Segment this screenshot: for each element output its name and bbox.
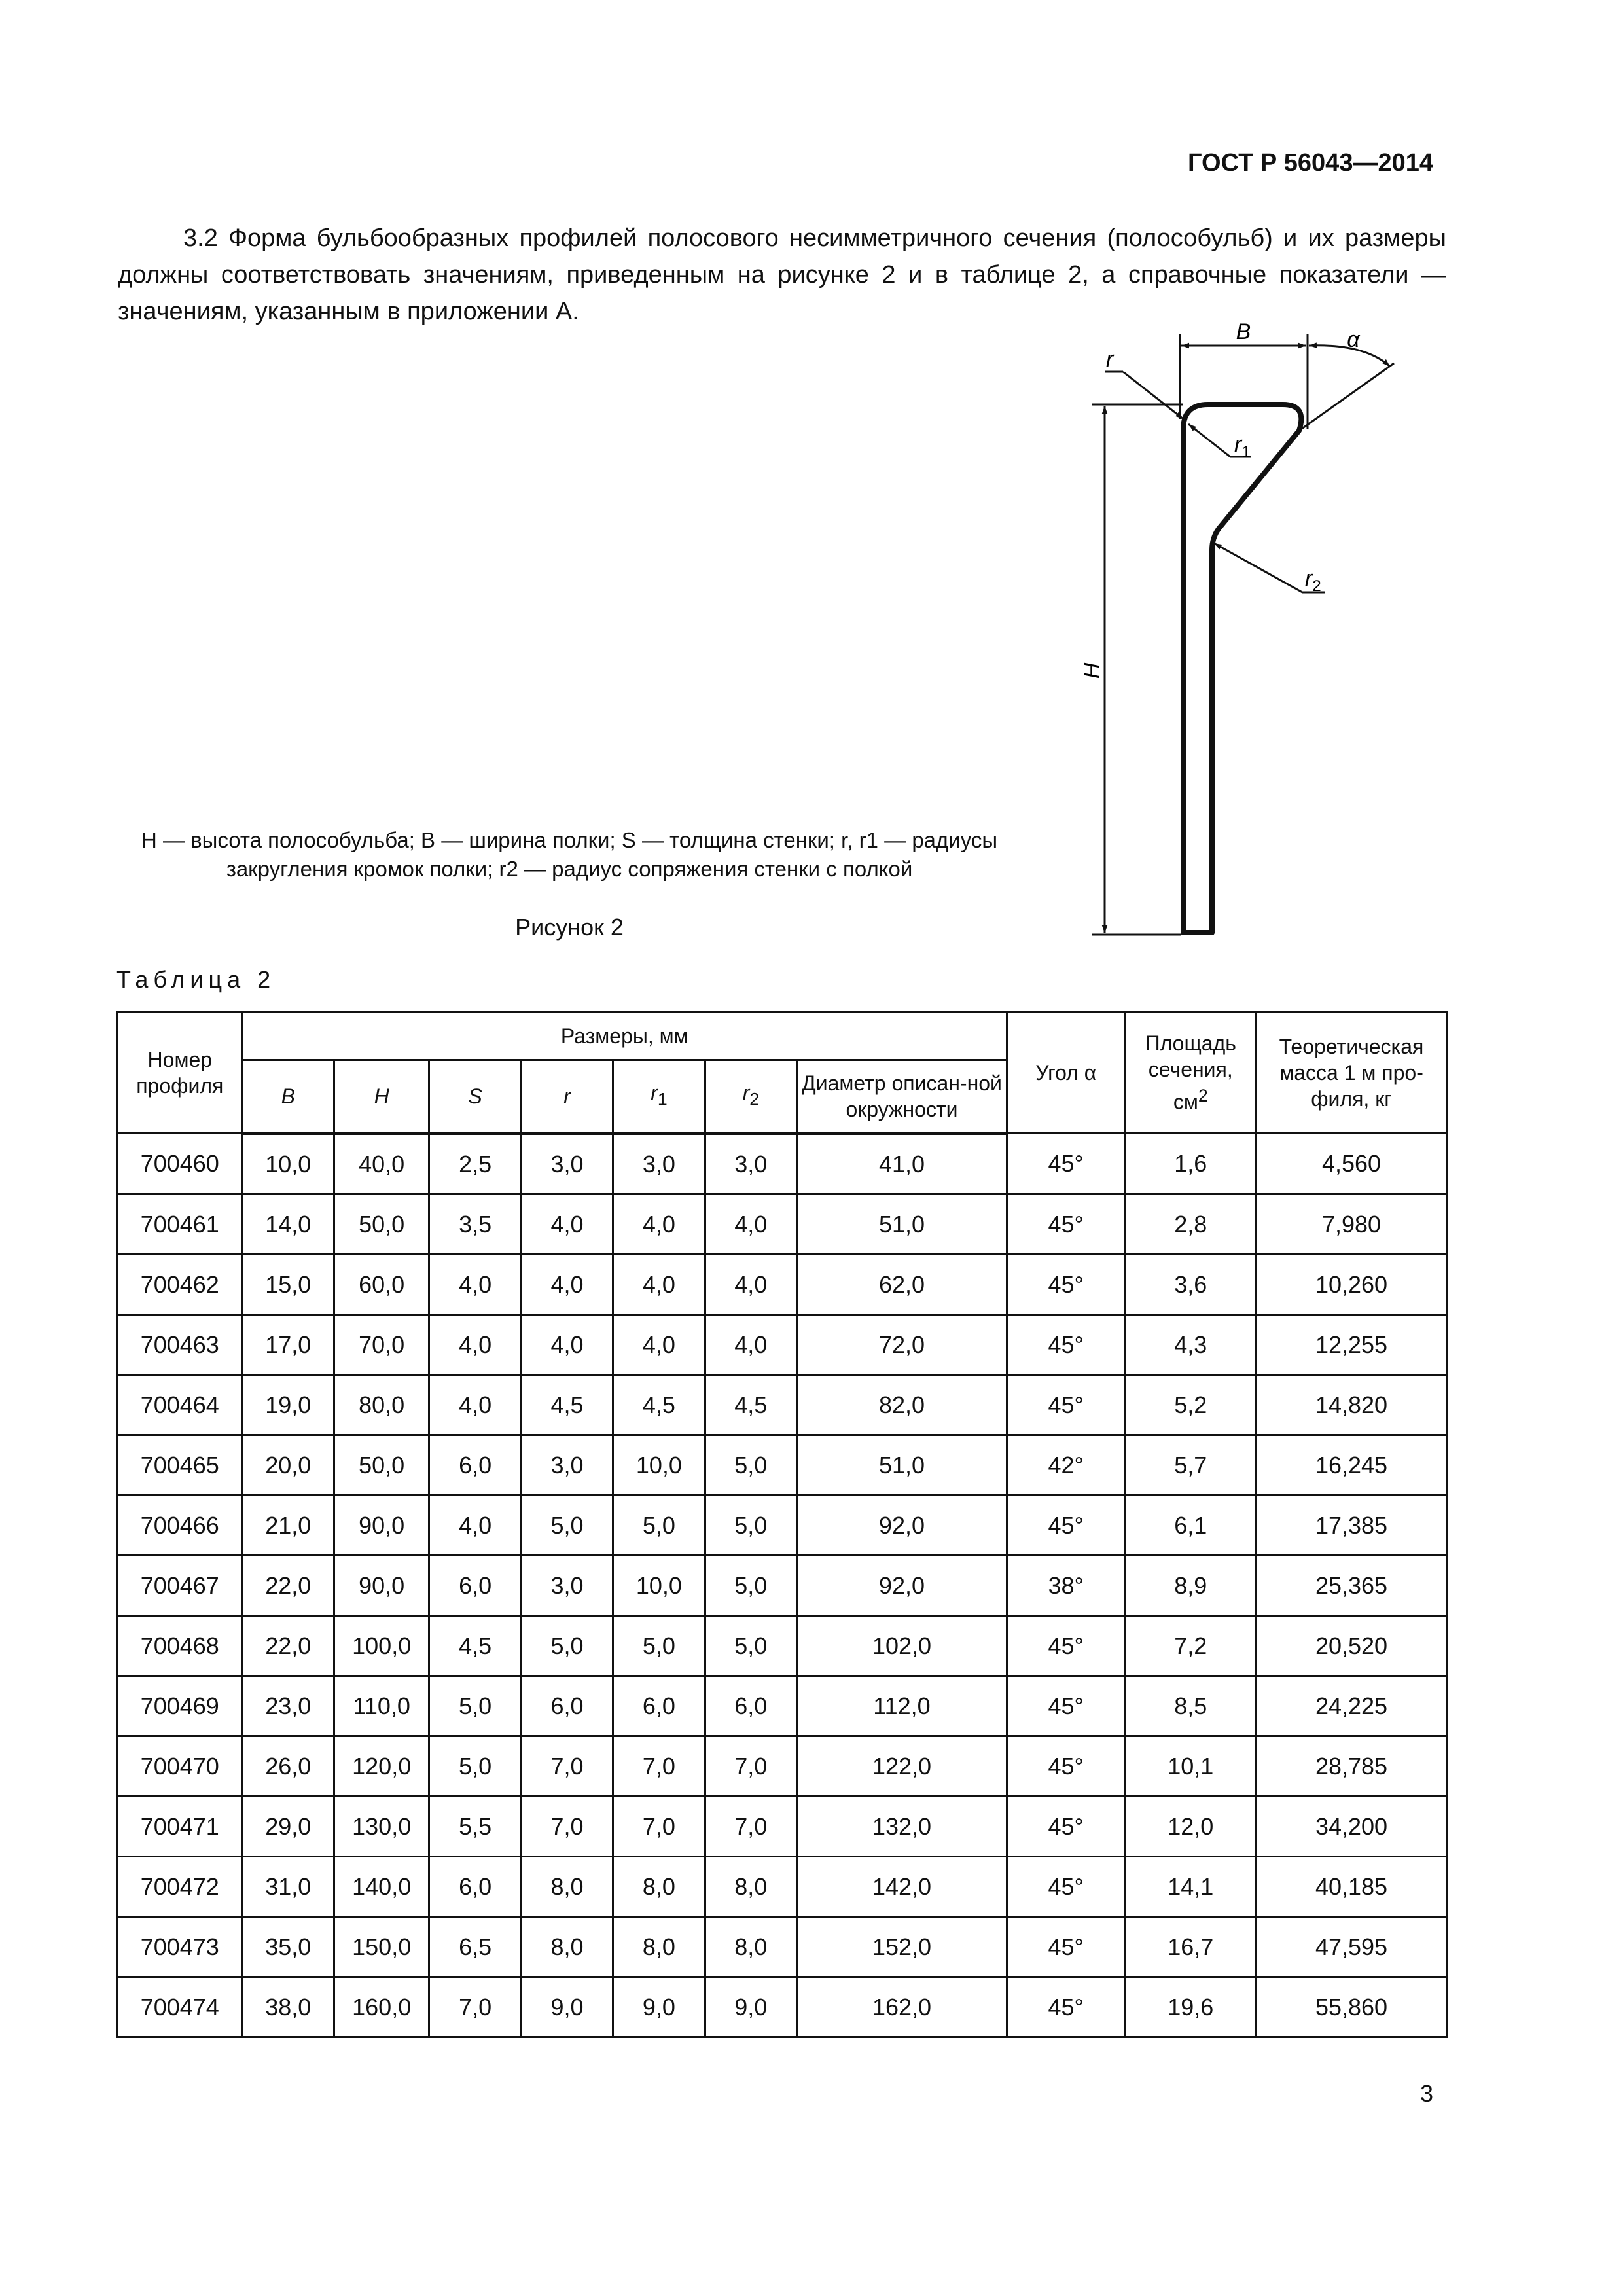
table-cell: 5,0 <box>705 1556 796 1616</box>
table-cell: 4,0 <box>429 1255 521 1315</box>
table-cell: 10,0 <box>613 1556 705 1616</box>
table-cell: 7,2 <box>1125 1616 1257 1676</box>
table-cell: 110,0 <box>334 1676 429 1736</box>
table-cell: 700460 <box>118 1134 243 1194</box>
r1-leader <box>1188 424 1230 457</box>
header-b: B <box>242 1060 334 1134</box>
table-cell: 45° <box>1007 1194 1125 1255</box>
profile-outline <box>1183 404 1301 933</box>
table-row <box>118 1616 1447 1676</box>
intro-text: 3.2 Форма бульбообразных профилей полосового несимметричного сечения (полособульб) и их размеры должны соответствовать значениям, приведенным на рисунке 2 и в таблице 2, а справочные показатели — значениям, указанным в приложении А. <box>118 224 1446 325</box>
table-cell: 90,0 <box>334 1496 429 1556</box>
table-cell: 6,0 <box>429 1556 521 1616</box>
alpha-extension-line <box>1299 363 1394 431</box>
r2-leader <box>1214 543 1302 592</box>
page-number: 3 <box>1419 2080 1433 2107</box>
table-cell: 45° <box>1007 1797 1125 1857</box>
table-cell: 10,0 <box>613 1435 705 1496</box>
table-cell: 700469 <box>118 1676 243 1736</box>
table-cell: 92,0 <box>797 1556 1007 1616</box>
table-cell: 5,0 <box>613 1496 705 1556</box>
table-cell: 142,0 <box>797 1857 1007 1917</box>
table-cell: 22,0 <box>242 1616 334 1676</box>
table-cell: 45° <box>1007 1496 1125 1556</box>
table-cell: 9,0 <box>521 1977 613 2037</box>
table-cell: 700472 <box>118 1857 243 1917</box>
table-row <box>118 1736 1447 1797</box>
table-cell: 4,0 <box>705 1194 796 1255</box>
table-cell: 4,0 <box>521 1194 613 1255</box>
table-cell: 5,0 <box>429 1676 521 1736</box>
table-cell: 24,225 <box>1257 1676 1447 1736</box>
table-cell: 5,0 <box>613 1616 705 1676</box>
r-label: r <box>1106 347 1114 372</box>
table-row <box>118 1194 1447 1255</box>
table-row <box>118 1496 1447 1556</box>
table-row <box>118 1134 1447 1194</box>
table-cell: 47,595 <box>1257 1917 1447 1977</box>
table-cell: 45° <box>1007 1315 1125 1375</box>
table-cell: 35,0 <box>242 1917 334 1977</box>
table-cell: 8,0 <box>705 1857 796 1917</box>
header-r: r <box>521 1060 613 1134</box>
table-cell: 8,0 <box>705 1917 796 1977</box>
table-cell: 38° <box>1007 1556 1125 1616</box>
table-cell: 60,0 <box>334 1255 429 1315</box>
table-cell: 4,0 <box>429 1375 521 1435</box>
table-cell: 122,0 <box>797 1736 1007 1797</box>
table-cell: 10,260 <box>1257 1255 1447 1315</box>
table-cell: 130,0 <box>334 1797 429 1857</box>
table-cell: 700462 <box>118 1255 243 1315</box>
table-row <box>118 1375 1447 1435</box>
table-cell: 40,0 <box>334 1134 429 1194</box>
table-cell: 3,0 <box>705 1134 796 1194</box>
table-cell: 3,0 <box>613 1134 705 1194</box>
table-cell: 4,0 <box>429 1315 521 1375</box>
table-cell: 160,0 <box>334 1977 429 2037</box>
table-cell: 7,0 <box>705 1736 796 1797</box>
table-cell: 4,3 <box>1125 1315 1257 1375</box>
table-cell: 8,0 <box>521 1857 613 1917</box>
figure-caption: Рисунок 2 <box>515 914 624 941</box>
header-r2: $r_2$ <box>705 1060 796 1134</box>
table-cell: 34,200 <box>1257 1797 1447 1857</box>
table-cell: 700470 <box>118 1736 243 1797</box>
table-cell: 140,0 <box>334 1857 429 1917</box>
table-cell: 6,0 <box>429 1435 521 1496</box>
table-cell: 5,0 <box>705 1435 796 1496</box>
table-cell: 16,7 <box>1125 1917 1257 1977</box>
table-cell: 162,0 <box>797 1977 1007 2037</box>
table-cell: 1,6 <box>1125 1134 1257 1194</box>
table-cell: 4,5 <box>429 1616 521 1676</box>
table-cell: 21,0 <box>242 1496 334 1556</box>
table-row <box>118 1315 1447 1375</box>
table-cell: 45° <box>1007 1736 1125 1797</box>
table-cell: 700461 <box>118 1194 243 1255</box>
r2-label: $r_2$ <box>1305 566 1321 595</box>
table-cell: 41,0 <box>797 1134 1007 1194</box>
table-cell: 50,0 <box>334 1435 429 1496</box>
table-cell: 17,385 <box>1257 1496 1447 1556</box>
table-cell: 10,0 <box>242 1134 334 1194</box>
table-cell: 42° <box>1007 1435 1125 1496</box>
header-diameter: Диаметр описан-ной окружности <box>797 1060 1007 1134</box>
table-cell: 7,0 <box>521 1736 613 1797</box>
table-cell: 5,0 <box>521 1496 613 1556</box>
figure-legend <box>118 826 1021 884</box>
table-cell: 8,0 <box>613 1917 705 1977</box>
table-cell: 45° <box>1007 1857 1125 1917</box>
table-cell: 700467 <box>118 1556 243 1616</box>
table-cell: 26,0 <box>242 1736 334 1797</box>
table-cell: 20,0 <box>242 1435 334 1496</box>
table-cell: 45° <box>1007 1134 1125 1194</box>
table-cell: 31,0 <box>242 1857 334 1917</box>
table-label: Таблица 2 <box>116 966 276 993</box>
table-cell: 3,6 <box>1125 1255 1257 1315</box>
table-cell: 100,0 <box>334 1616 429 1676</box>
header-angle: Угол α <box>1007 1012 1125 1134</box>
table-body <box>118 1134 1447 2037</box>
document-code: ГОСТ Р 56043—2014 <box>1188 149 1433 177</box>
table-cell: 51,0 <box>797 1435 1007 1496</box>
table-cell: 45° <box>1007 1616 1125 1676</box>
table-cell: 92,0 <box>797 1496 1007 1556</box>
table-cell: 102,0 <box>797 1616 1007 1676</box>
table-cell: 5,0 <box>521 1616 613 1676</box>
table-row <box>118 1676 1447 1736</box>
legend-line-1: H — высота полособульба; B — ширина полки; S — толщина стенки; r, r1 — радиусы <box>141 828 998 852</box>
table-cell: 4,0 <box>613 1255 705 1315</box>
b-label: B <box>1236 319 1251 344</box>
table-cell: 5,0 <box>429 1736 521 1797</box>
table-cell: 700473 <box>118 1917 243 1977</box>
table-cell: 5,2 <box>1125 1375 1257 1435</box>
table-cell: 6,5 <box>429 1917 521 1977</box>
table-cell: 700468 <box>118 1616 243 1676</box>
table-cell: 7,0 <box>613 1736 705 1797</box>
header-h: H <box>334 1060 429 1134</box>
table-cell: 5,0 <box>705 1616 796 1676</box>
table-cell: 5,7 <box>1125 1435 1257 1496</box>
table-cell: 9,0 <box>705 1977 796 2037</box>
table-cell: 700465 <box>118 1435 243 1496</box>
table-cell: 50,0 <box>334 1194 429 1255</box>
table-cell: 5,0 <box>705 1496 796 1556</box>
table-cell: 4,0 <box>521 1315 613 1375</box>
header-r1: $r_1$ <box>613 1060 705 1134</box>
table-cell: 25,365 <box>1257 1556 1447 1616</box>
table-cell: 7,0 <box>429 1977 521 2037</box>
header-s: S <box>429 1060 521 1134</box>
table-row <box>118 1255 1447 1315</box>
profile-drawing <box>1034 308 1466 962</box>
r-leader <box>1123 372 1183 419</box>
table-cell: 4,0 <box>429 1496 521 1556</box>
table-cell: 23,0 <box>242 1676 334 1736</box>
table-cell: 6,0 <box>429 1857 521 1917</box>
header-mass: Теоретическая масса 1 м про-филя, кг <box>1257 1012 1447 1134</box>
table-cell: 29,0 <box>242 1797 334 1857</box>
table-cell: 51,0 <box>797 1194 1007 1255</box>
table-cell: 6,0 <box>613 1676 705 1736</box>
table-cell: 40,185 <box>1257 1857 1447 1917</box>
table-cell: 62,0 <box>797 1255 1007 1315</box>
table-cell: 6,1 <box>1125 1496 1257 1556</box>
table-cell: 10,1 <box>1125 1736 1257 1797</box>
table-cell: 9,0 <box>613 1977 705 2037</box>
table-cell: 700466 <box>118 1496 243 1556</box>
table-cell: 4,0 <box>521 1255 613 1315</box>
table-cell: 700463 <box>118 1315 243 1375</box>
table-cell: 7,0 <box>613 1797 705 1857</box>
table-cell: 2,5 <box>429 1134 521 1194</box>
table-cell: 45° <box>1007 1676 1125 1736</box>
table-cell: 132,0 <box>797 1797 1007 1857</box>
table-row <box>118 1977 1447 2037</box>
table-cell: 4,5 <box>521 1375 613 1435</box>
r1-label: $r_1$ <box>1234 432 1251 461</box>
table-cell: 14,1 <box>1125 1857 1257 1917</box>
table-cell: 19,0 <box>242 1375 334 1435</box>
table-cell: 90,0 <box>334 1556 429 1616</box>
table-cell: 4,560 <box>1257 1134 1447 1194</box>
table-cell: 7,0 <box>521 1797 613 1857</box>
table-cell: 2,8 <box>1125 1194 1257 1255</box>
table-cell: 700474 <box>118 1977 243 2037</box>
table-cell: 120,0 <box>334 1736 429 1797</box>
table-cell: 6,0 <box>705 1676 796 1736</box>
table-cell: 19,6 <box>1125 1977 1257 2037</box>
table-row <box>118 1435 1447 1496</box>
table-cell: 28,785 <box>1257 1736 1447 1797</box>
table-cell: 45° <box>1007 1917 1125 1977</box>
table-cell: 7,0 <box>705 1797 796 1857</box>
table-cell: 22,0 <box>242 1556 334 1616</box>
table-row <box>118 1917 1447 1977</box>
table-row <box>118 1556 1447 1616</box>
table-cell: 12,0 <box>1125 1797 1257 1857</box>
table-cell: 45° <box>1007 1977 1125 2037</box>
table-row <box>118 1857 1447 1917</box>
header-number: Номер профиля <box>118 1012 243 1134</box>
table-cell: 700464 <box>118 1375 243 1435</box>
table-cell: 4,5 <box>705 1375 796 1435</box>
table-cell: 8,9 <box>1125 1556 1257 1616</box>
table-cell: 112,0 <box>797 1676 1007 1736</box>
profile-table <box>116 1011 1448 2038</box>
table-cell: 17,0 <box>242 1315 334 1375</box>
table-cell: 3,0 <box>521 1435 613 1496</box>
table-cell: 8,0 <box>521 1917 613 1977</box>
table-row <box>118 1797 1447 1857</box>
table-cell: 4,5 <box>613 1375 705 1435</box>
table-cell: 12,255 <box>1257 1315 1447 1375</box>
table-cell: 15,0 <box>242 1255 334 1315</box>
table-cell: 8,0 <box>613 1857 705 1917</box>
table-cell: 3,5 <box>429 1194 521 1255</box>
table-cell: 6,0 <box>521 1676 613 1736</box>
table-cell: 72,0 <box>797 1315 1007 1375</box>
table-cell: 16,245 <box>1257 1435 1447 1496</box>
table-cell: 8,5 <box>1125 1676 1257 1736</box>
table-cell: 14,820 <box>1257 1375 1447 1435</box>
profile-figure <box>1034 308 1466 962</box>
table-cell: 4,0 <box>705 1255 796 1315</box>
table-cell: 80,0 <box>334 1375 429 1435</box>
table-cell: 45° <box>1007 1375 1125 1435</box>
table-cell: 150,0 <box>334 1917 429 1977</box>
header-dimensions: Размеры, мм <box>242 1012 1007 1060</box>
table-cell: 4,0 <box>613 1315 705 1375</box>
header-area: Площадь сечения, $см^2$ <box>1125 1012 1257 1134</box>
table-cell: 4,0 <box>613 1194 705 1255</box>
table-cell: 20,520 <box>1257 1616 1447 1676</box>
table-cell: 7,980 <box>1257 1194 1447 1255</box>
table-cell: 3,0 <box>521 1556 613 1616</box>
table-cell: 4,0 <box>705 1315 796 1375</box>
table-cell: 5,5 <box>429 1797 521 1857</box>
table-cell: 3,0 <box>521 1134 613 1194</box>
table-cell: 82,0 <box>797 1375 1007 1435</box>
table-cell: 55,860 <box>1257 1977 1447 2037</box>
table-cell: 14,0 <box>242 1194 334 1255</box>
h-label: H <box>1080 662 1105 679</box>
table-cell: 152,0 <box>797 1917 1007 1977</box>
table-cell: 70,0 <box>334 1315 429 1375</box>
alpha-label: α <box>1347 327 1360 352</box>
table-cell: 38,0 <box>242 1977 334 2037</box>
legend-line-2: закругления кромок полки; r2 — радиус сопряжения стенки с полкой <box>226 857 913 881</box>
table-cell: 45° <box>1007 1255 1125 1315</box>
table-cell: 700471 <box>118 1797 243 1857</box>
